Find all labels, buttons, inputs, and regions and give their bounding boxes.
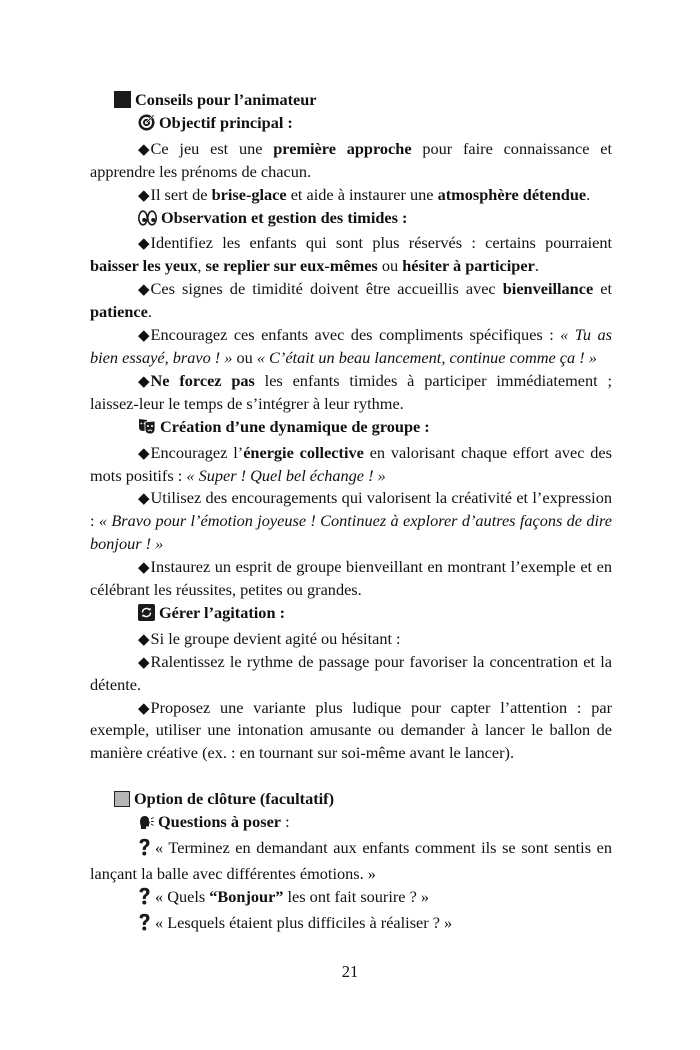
target-icon: [114, 114, 155, 138]
section-title: Conseils pour l’animateur: [90, 89, 612, 112]
paragraph: ◆Encouragez l’énergie collective en valorisant chaque effort avec des mots positifs : « Super ! Quel bel échange ! »: [90, 442, 612, 485]
paragraph: ◆Si le groupe devient agité ou hésitant :: [90, 628, 612, 651]
theater-masks-icon: [114, 418, 156, 442]
question-item: « Quels “Bonjour” les ont fait sourire ? »: [90, 886, 612, 912]
blank-line: [90, 765, 612, 788]
question-item: « Lesquels étaient plus difficiles à réaliser ? »: [90, 912, 612, 938]
paragraph: ◆Proposez une variante plus ludique pour capter l’attention : par exemple, utiliser une intonation amusante ou demander à lancer le ballon de manière créative (ex. : en tournant sur soi-même avant le lancer).: [90, 697, 612, 763]
paragraph: ◆Ce jeu est une première approche pour faire connaissance et apprendre les prénoms de chacun.: [90, 138, 612, 181]
paragraph: ◆Ralentissez le rythme de passage pour favoriser la concentration et la détente.: [90, 651, 612, 694]
eyes-icon: [114, 210, 157, 233]
dynamique-heading: Création d’une dynamique de groupe :: [90, 416, 612, 442]
questions-heading: Questions à poser :: [90, 811, 612, 837]
grey-square-icon: [114, 791, 130, 807]
diamond-bullet-icon: ◆: [138, 282, 150, 299]
diamond-bullet-icon: ◆: [138, 328, 150, 345]
diamond-bullet-icon: ◆: [138, 491, 150, 508]
paragraph: ◆Identifiez les enfants qui sont plus réservés : certains pourraient baisser les yeux, se replier sur eux-mêmes ou hésiter à participer.: [90, 233, 612, 276]
diamond-bullet-icon: ◆: [138, 187, 150, 204]
paragraph: ◆Encouragez ces enfants avec des compliments spécifiques : « Tu as bien essayé, bravo ! » ou « C’était un beau lancement, continue comme ça ! »: [90, 325, 612, 367]
paragraph: ◆Il sert de brise-glace et aide à instaurer une atmosphère détendue.: [90, 184, 612, 207]
diamond-bullet-icon: ◆: [138, 700, 150, 717]
page-number: 21: [341, 962, 359, 981]
diamond-bullet-icon: ◆: [138, 654, 150, 671]
agitation-heading: Gérer l’agitation :: [90, 602, 612, 628]
paragraph: ◆Ne forcez pas les enfants timides à participer immédiatement ; laissez-leur le temps de s’intégrer à leur rythme.: [90, 370, 612, 413]
question-mark-icon: [114, 838, 151, 863]
black-square-icon: [114, 91, 131, 108]
diamond-bullet-icon: ◆: [138, 236, 150, 253]
diamond-bullet-icon: ◆: [138, 373, 150, 390]
paragraph: ◆Instaurez un esprit de groupe bienveillant en montrant l’exemple et en célébrant les réussites, petites ou grandes.: [90, 557, 612, 600]
diamond-bullet-icon: ◆: [138, 631, 150, 648]
speaking-head-icon: [114, 814, 154, 837]
paragraph: ◆Ces signes de timidité doivent être accueillis avec bienveillance et patience.: [90, 279, 613, 322]
diamond-bullet-icon: ◆: [138, 445, 150, 462]
question-mark-icon: [114, 913, 151, 938]
question-item: « Terminez en demandant aux enfants comment ils se sont sentis en lançant la balle avec différentes émotions. »: [90, 837, 612, 883]
cloture-heading: Option de clôture (facultatif): [90, 788, 612, 811]
diamond-bullet-icon: ◆: [138, 560, 150, 577]
diamond-bullet-icon: ◆: [138, 141, 150, 158]
page-body: [90, 89, 612, 938]
question-mark-icon: [114, 887, 151, 912]
objectif-heading: Objectif principal :: [90, 112, 612, 138]
observation-heading: Observation et gestion des timides :: [90, 207, 612, 233]
refresh-icon: [114, 604, 155, 628]
paragraph: ◆Utilisez des encouragements qui valorisent la créativité et l’expression : « Bravo pour l’émotion joyeuse ! Continuez à explorer d’autres façons de dire bonjour ! »: [90, 488, 612, 554]
